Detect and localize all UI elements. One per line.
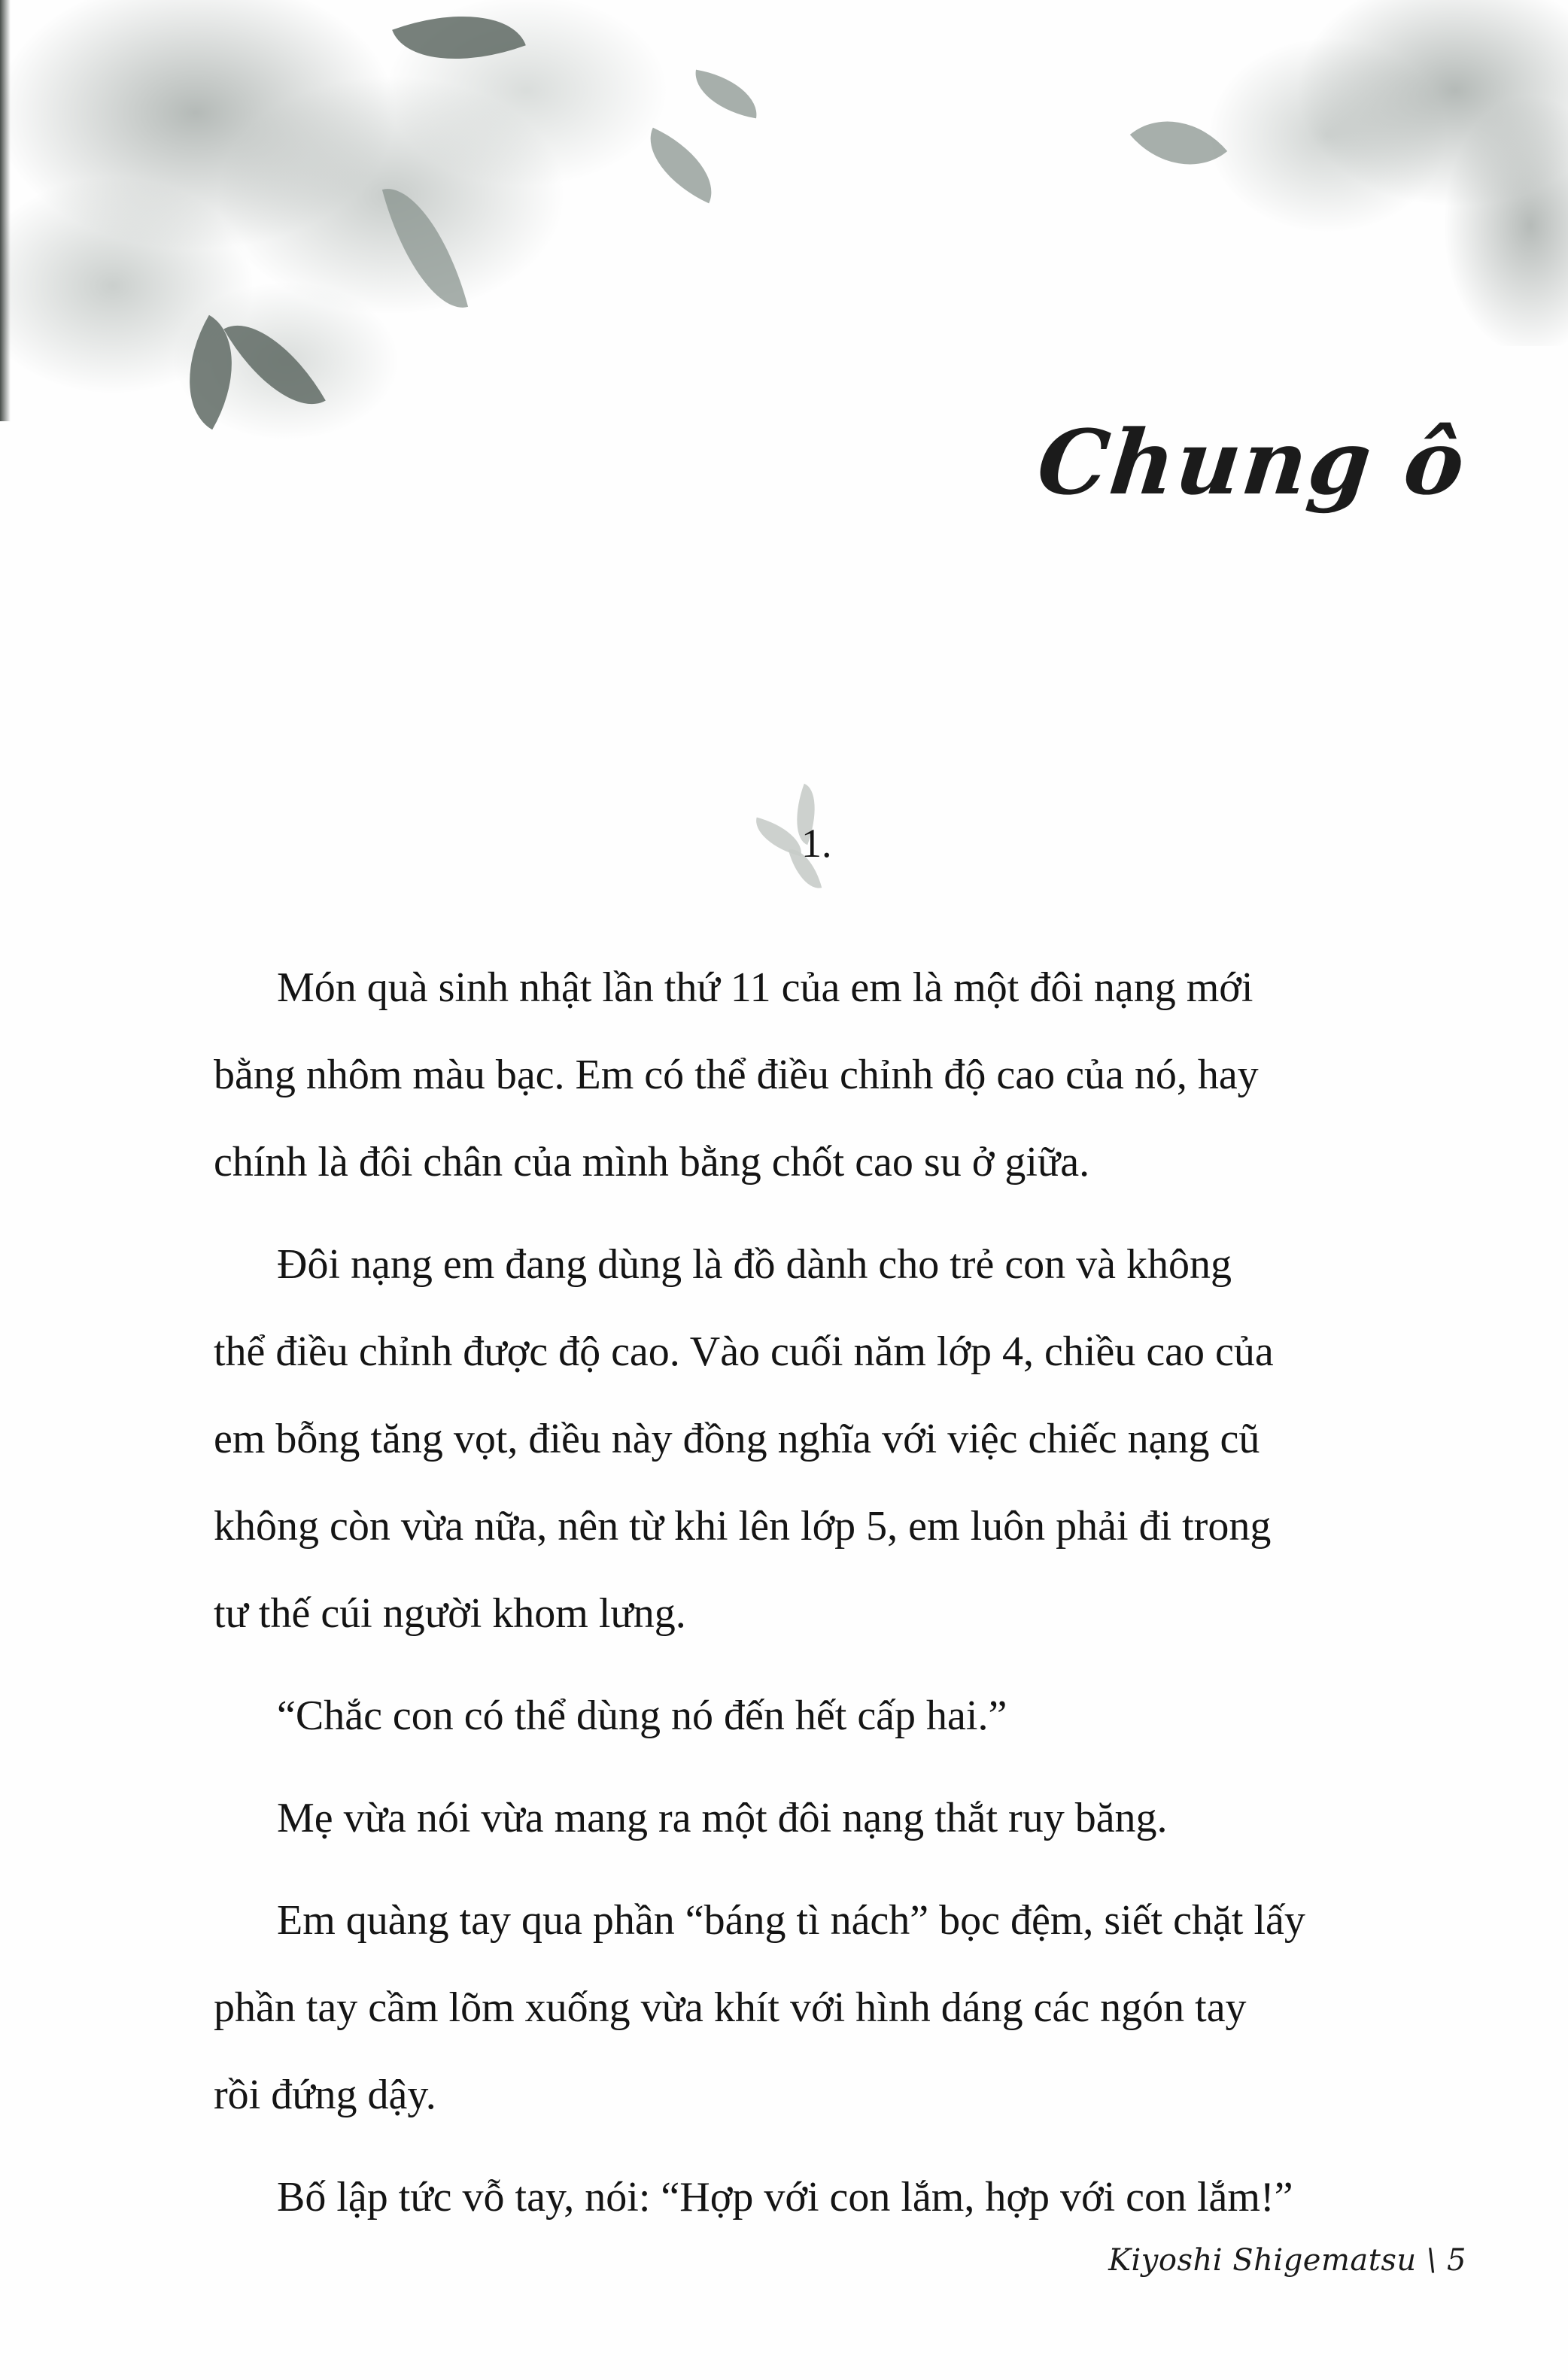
text-line: Món quà sinh nhật lần thứ 11 của em là một đôi nạng mới — [277, 964, 1253, 1011]
paragraph — [214, 1672, 1442, 1759]
text-line: chính là đôi chân của mình bằng chốt cao su ở giữa. — [214, 1139, 1090, 1185]
text-line: Mẹ vừa nói vừa mang ra một đôi nạng thắt ruy băng. — [277, 1795, 1168, 1841]
leaf-icon — [382, 176, 468, 320]
chapter-title: Chung ô — [1032, 410, 1471, 515]
text-line: không còn vừa nữa, nên từ khi lên lớp 5, em luôn phải đi trong — [214, 1503, 1272, 1550]
leaf-icon — [392, 0, 526, 87]
paragraph — [214, 1774, 1442, 1862]
body-text — [214, 944, 1442, 2241]
text-line: “Chắc con có thể dùng nó đến hết cấp hai.” — [277, 1692, 1007, 1739]
text-line: Em quàng tay qua phần “báng tì nách” bọc đệm, siết chặt lấy — [277, 1897, 1305, 1944]
leaf-icon — [223, 303, 326, 427]
leaf-icon — [634, 128, 728, 204]
footer-separator: \ — [1426, 2243, 1437, 2278]
paragraph — [214, 1877, 1442, 2139]
paragraph — [214, 944, 1442, 1206]
text-line: rồi đứng dậy. — [214, 2072, 436, 2118]
paragraph — [214, 1221, 1442, 1657]
text-line: Đôi nạng em đang dùng là đồ dành cho trẻ con và không — [277, 1241, 1232, 1288]
text-line: em bỗng tăng vọt, điều này đồng nghĩa với việc chiếc nạng cũ — [214, 1416, 1260, 1462]
watercolor-foliage-top-left — [0, 0, 752, 451]
section-number: 1. — [801, 821, 832, 866]
text-line: thể điều chỉnh được độ cao. Vào cuối năm lớp 4, chiều cao của — [214, 1328, 1274, 1375]
author-name: Kiyoshi Shigematsu — [1108, 2243, 1417, 2278]
page-number: 5 — [1447, 2243, 1466, 2278]
text-line: Bố lập tức vỗ tay, nói: “Hợp với con lắm, hợp với con lắm!” — [277, 2174, 1293, 2221]
leaf-icon — [1130, 93, 1227, 192]
paragraph — [214, 2154, 1442, 2241]
text-line: bằng nhôm màu bạc. Em có thể điều chỉnh độ cao của nó, hay — [214, 1052, 1259, 1098]
watercolor-foliage-top-right — [1102, 0, 1568, 346]
text-line: tư thế cúi người khom lưng. — [214, 1590, 686, 1637]
text-line: phần tay cầm lõm xuống vừa khít với hình dáng các ngón tay — [214, 1984, 1247, 2031]
leaf-icon — [689, 70, 762, 119]
running-footer — [1108, 2243, 1466, 2278]
